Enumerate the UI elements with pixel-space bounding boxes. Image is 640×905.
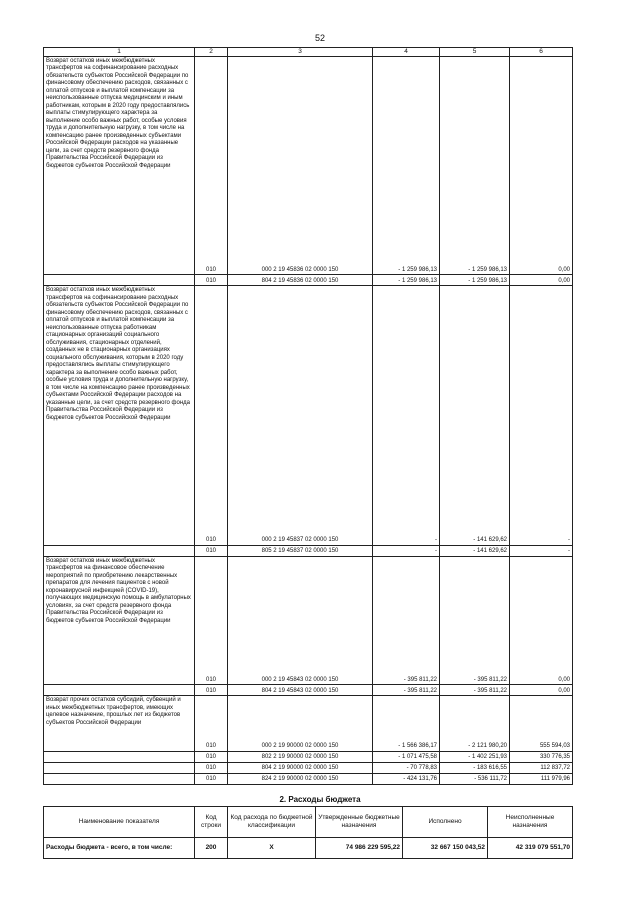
row-remaining: 111 979,96 <box>510 773 573 784</box>
table-row <box>44 545 573 556</box>
table-row <box>44 275 573 286</box>
row-kbk: 000 2 19 45837 02 0000 150 <box>228 534 373 545</box>
row-executed: - 2 121 980,20 <box>440 740 510 751</box>
table-row <box>44 674 573 685</box>
row-name: Расходы бюджета - всего, в том числе: <box>44 838 195 859</box>
row-description: Возврат остатков иных межбюджетных трансфертов на софинансирование расходных обязательств субъектов Российской Федерации по финансовому обеспечению расходов, связанных с оплатой отпусков и выплатой компенсации за неиспользованные отпуска работникам стационарных организаций социального обслуживания, стационарных отделений, созданных не в стационарных организациях социального обслуживания, которым в 2020 году предоставлялись выплаты стимулирующего характера за выполнение особо важных работ, особые условия труда и дополнительную нагрузку, в том числе на компенсацию ранее произведенных субъектами Российской Федерации расходов на указанные цели, за счет средств резервного фонда Правительства Российской Федерации из бюджетов субъектов Российской Федерации <box>44 286 195 535</box>
row-description: Возврат остатков иных межбюджетных трансфертов на финансовое обеспечение мероприятий по приобретению лекарственных препаратов для лечения пациентов с новой коронавирусной инфекцией (COVID-19), получающих медицинскую помощь в амбулаторных условиях, за счет средств резервного фонда Правительства Российской Федерации из бюджетов субъектов Российской Федерации <box>44 556 195 674</box>
row-code: 010 <box>195 773 228 784</box>
table-row <box>44 286 573 535</box>
header-remaining: Неисполненные назначения <box>488 807 573 838</box>
row-approved: - 395 811,22 <box>373 674 440 685</box>
row-executed: - 1 259 986,13 <box>440 275 510 286</box>
row-remaining: 42 319 079 551,70 <box>488 838 573 859</box>
row-code: 010 <box>195 740 228 751</box>
row-code: 010 <box>195 751 228 762</box>
row-executed: - 141 629,62 <box>440 545 510 556</box>
row-approved: - 70 778,83 <box>373 762 440 773</box>
row-executed: - 1 259 986,13 <box>440 264 510 275</box>
table-row <box>44 773 573 784</box>
row-code: 010 <box>195 275 228 286</box>
row-kbk: 804 2 19 90000 02 0000 150 <box>228 762 373 773</box>
row-executed: - 395 811,22 <box>440 685 510 696</box>
row-approved: - 1 259 986,13 <box>373 275 440 286</box>
row-kbk: 802 2 19 90000 02 0000 150 <box>228 751 373 762</box>
row-approved: - <box>373 545 440 556</box>
row-description: Возврат остатков иных межбюджетных трансфертов на софинансирование расходных обязательств субъектов Российской Федерации по финансовому обеспечению расходов, связанных с оплатой отпусков и выплатой компенсации за неиспользованные отпуска медицинским и иным работникам, которым в 2020 году предоставлялись выплаты стимулирующего характера за выполнение особо важных работ, особые условия труда и дополнительную нагрузку, в том числе на компенсацию ранее произведенных субъектами Российской Федерации расходов на указанные цели, за счет средств резервного фонда Правительства Российской Федерации из бюджетов субъектов Российской Федерации <box>44 56 195 264</box>
col-number-4: 4 <box>373 48 440 57</box>
row-kbk: 824 2 19 90000 02 0000 150 <box>228 773 373 784</box>
column-number-row <box>44 48 573 57</box>
header-row <box>44 807 573 838</box>
row-code: 010 <box>195 762 228 773</box>
row-executed: - 395 811,22 <box>440 674 510 685</box>
row-kbk: 804 2 19 45843 02 0000 150 <box>228 685 373 696</box>
table-row <box>44 740 573 751</box>
row-code: 010 <box>195 264 228 275</box>
row-executed: - 183 616,55 <box>440 762 510 773</box>
row-approved: - 1 259 986,13 <box>373 264 440 275</box>
table-row <box>44 685 573 696</box>
section-title: 2. Расходы бюджета <box>279 795 361 804</box>
row-approved: - <box>373 534 440 545</box>
row-kbk: 000 2 19 45843 02 0000 150 <box>228 674 373 685</box>
row-approved: 74 986 229 595,22 <box>316 838 403 859</box>
row-remaining: - <box>510 534 573 545</box>
row-remaining: 0,00 <box>510 685 573 696</box>
row-kbk: 804 2 19 45836 02 0000 150 <box>228 275 373 286</box>
row-code: 010 <box>195 685 228 696</box>
row-kbk: 805 2 19 45837 02 0000 150 <box>228 545 373 556</box>
table-row <box>44 838 573 859</box>
header-approved: Утвержденные бюджетные назначения <box>316 807 403 838</box>
header-name: Наименование показателя <box>44 807 195 838</box>
table-row <box>44 696 573 741</box>
row-code: 010 <box>195 534 228 545</box>
row-approved: - 1 071 475,58 <box>373 751 440 762</box>
row-remaining: 0,00 <box>510 275 573 286</box>
table-row <box>44 264 573 275</box>
col-number-1: 1 <box>44 48 195 57</box>
row-approved: - 395 811,22 <box>373 685 440 696</box>
row-remaining: 555 594,03 <box>510 740 573 751</box>
row-kbk: 000 2 19 45836 02 0000 150 <box>228 264 373 275</box>
page-number: 52 <box>314 33 325 43</box>
header-executed: Исполнено <box>403 807 488 838</box>
row-kbk: X <box>228 838 316 859</box>
header-code: Код строки <box>195 807 228 838</box>
row-remaining: 330 776,35 <box>510 751 573 762</box>
table-row <box>44 751 573 762</box>
header-kbk: Код расхода по бюджетной классификации <box>228 807 316 838</box>
table-row <box>44 56 573 264</box>
row-remaining: - <box>510 545 573 556</box>
row-description: Возврат прочих остатков субсидий, субвенций и иных межбюджетных трансфертов, имеющих целевое назначение, прошлых лет из бюджетов субъектов Российской Федерации <box>44 696 195 741</box>
col-number-2: 2 <box>195 48 228 57</box>
col-number-6: 6 <box>510 48 573 57</box>
row-approved: - 424 131,76 <box>373 773 440 784</box>
row-remaining: 0,00 <box>510 264 573 275</box>
table-row <box>44 534 573 545</box>
row-remaining: 0,00 <box>510 674 573 685</box>
table-row <box>44 762 573 773</box>
revenue-table-continuation <box>43 47 573 785</box>
row-approved: - 1 566 386,17 <box>373 740 440 751</box>
row-remaining: 112 837,72 <box>510 762 573 773</box>
row-executed: - 1 402 251,93 <box>440 751 510 762</box>
row-kbk: 000 2 19 90000 02 0000 150 <box>228 740 373 751</box>
col-number-3: 3 <box>228 48 373 57</box>
row-executed: - 536 111,72 <box>440 773 510 784</box>
expenditure-table <box>43 806 573 859</box>
row-code: 200 <box>195 838 228 859</box>
row-executed: - 141 629,62 <box>440 534 510 545</box>
col-number-5: 5 <box>440 48 510 57</box>
row-code: 010 <box>195 545 228 556</box>
table-row <box>44 556 573 674</box>
row-code: 010 <box>195 674 228 685</box>
row-executed: 32 667 150 043,52 <box>403 838 488 859</box>
